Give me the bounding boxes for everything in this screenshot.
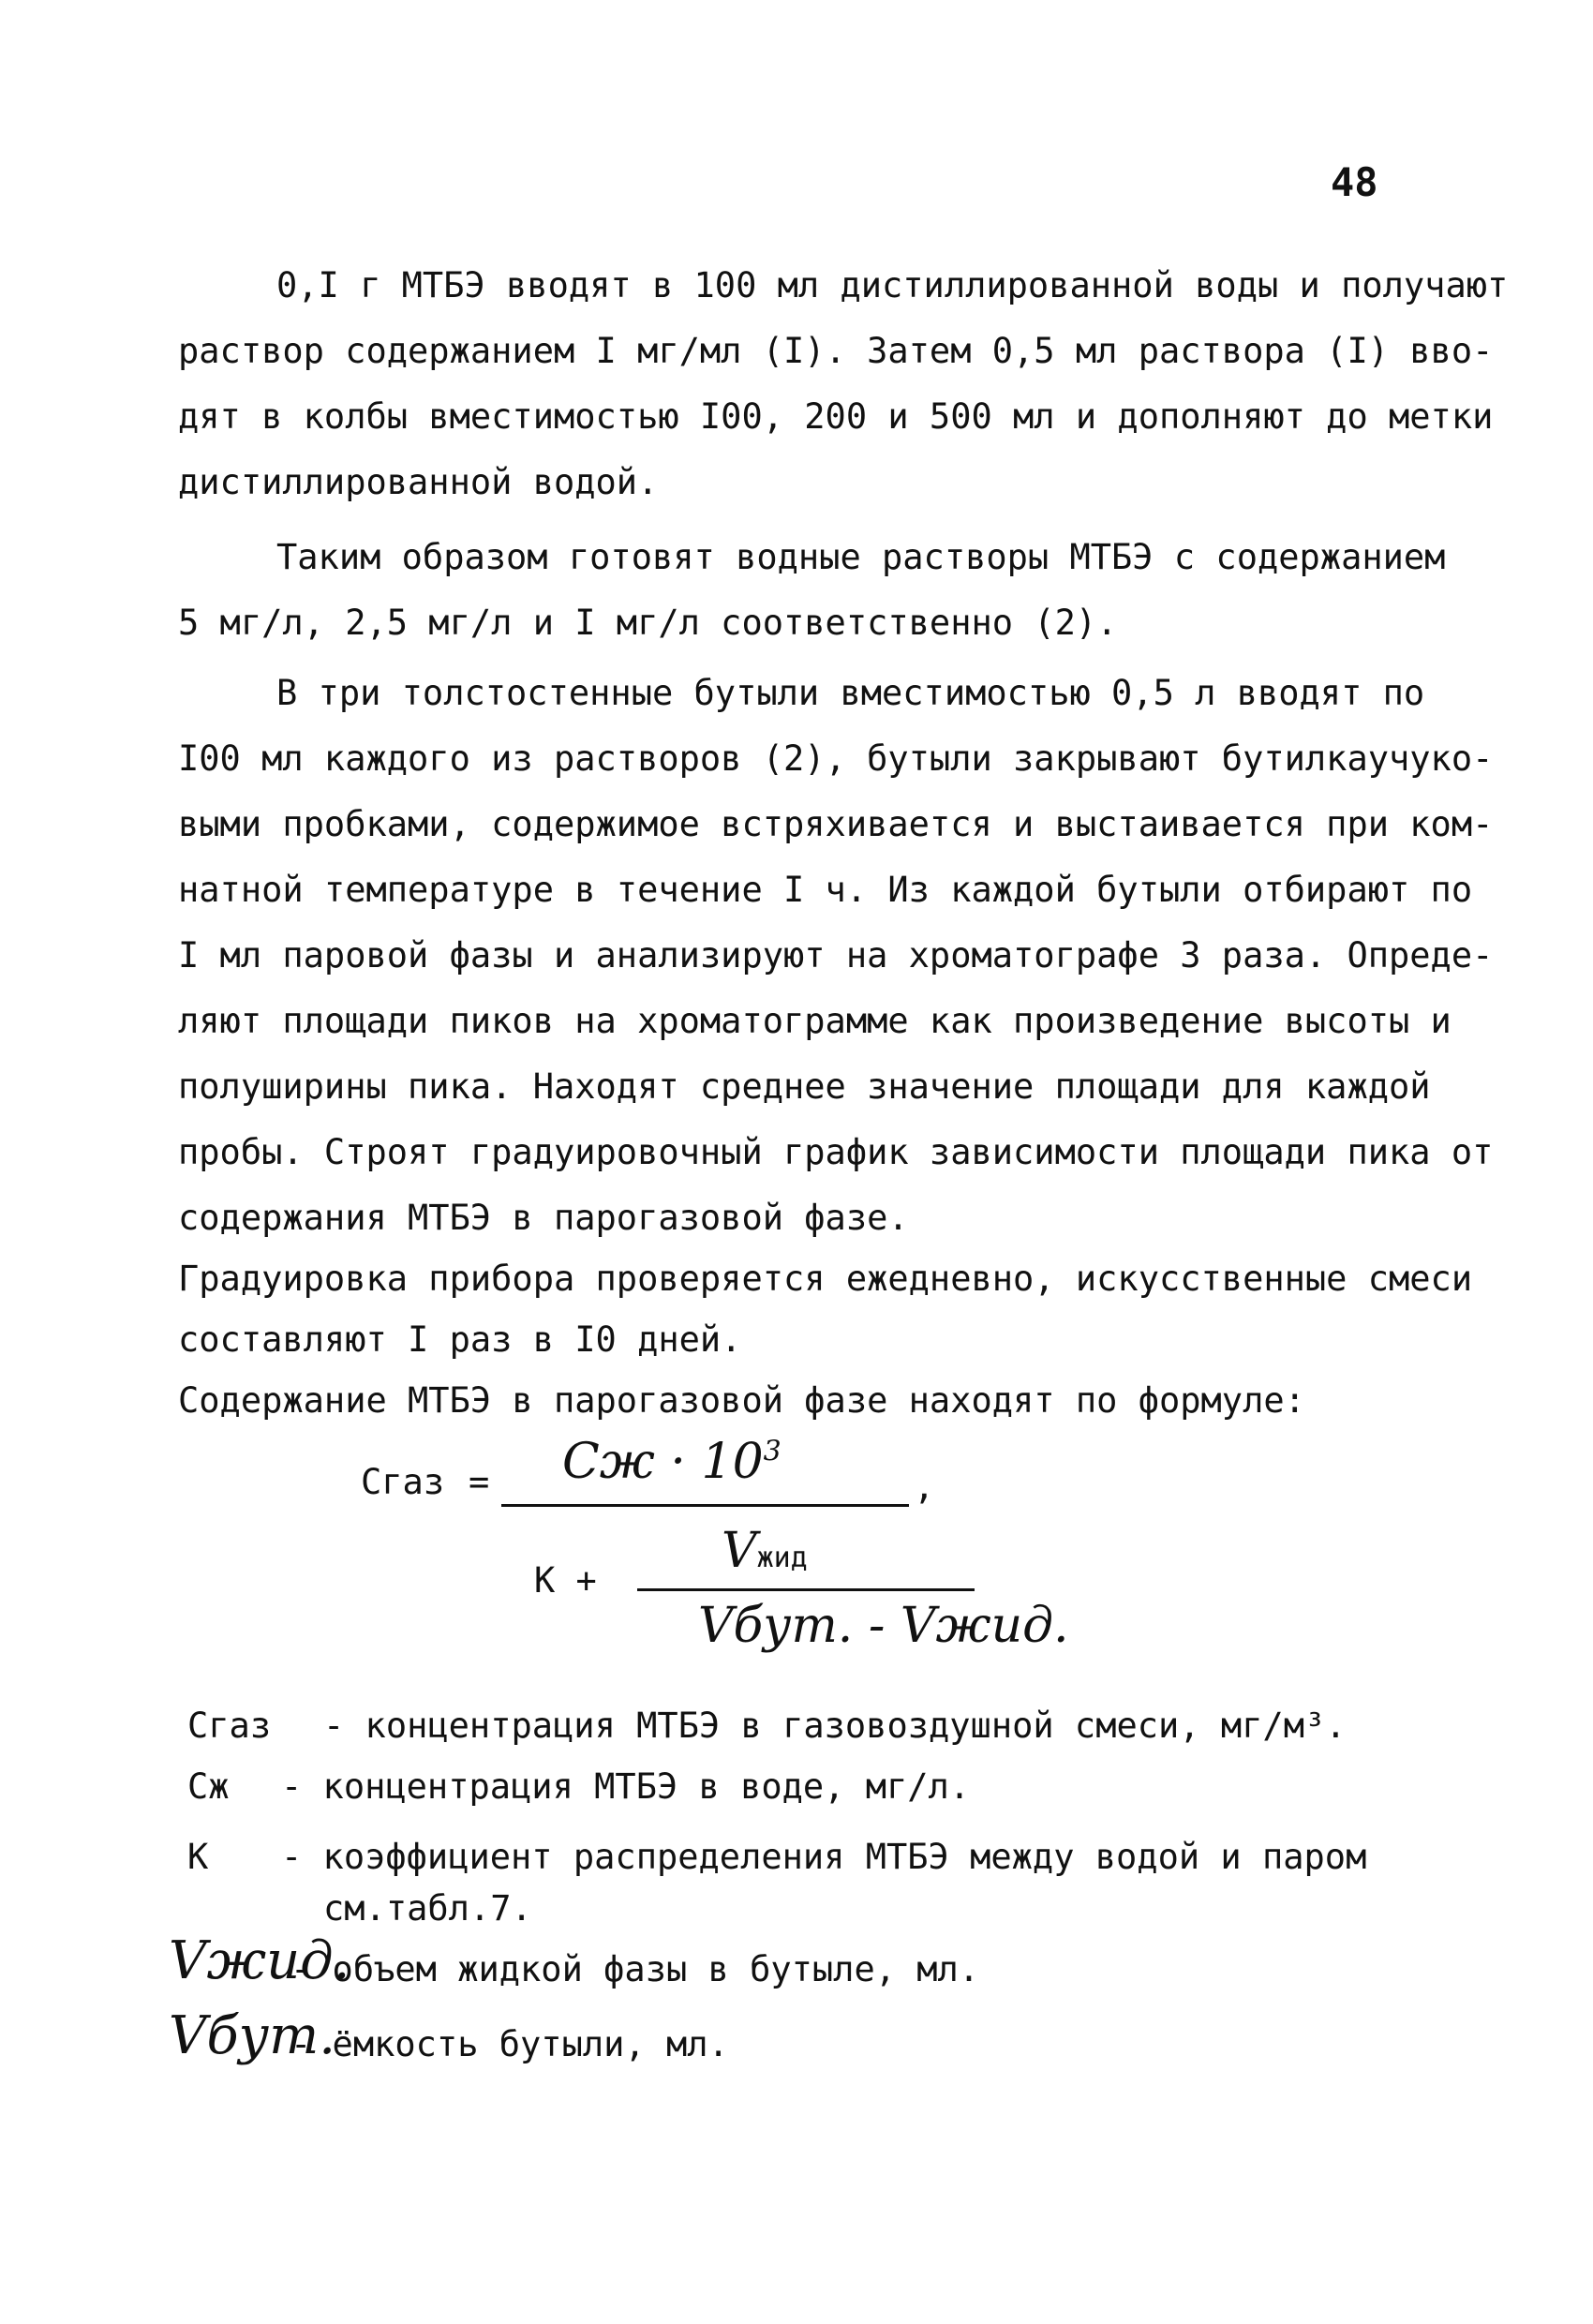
formula-sub-numerator: Vжид [722,1523,808,1579]
definition-symbol: Vбут. [169,2005,336,2066]
formula-lhs: Cгаз [361,1462,445,1502]
definition-text: - коэффициент распределения МТБЭ между водой и паром [281,1837,1367,1877]
text-line: раствор содержанием I мг/мл (I). Затем 0,5 мл раствора (I) вво- [178,331,1494,371]
text-line: 5 мг/л, 2,5 мг/л и I мг/л соответственно (2). [178,603,1118,643]
text-line: выми пробками, содержимое встряхивается и выстаивается при ком- [178,804,1494,844]
formula-sub-denominator: Vбут. - Vжид. [698,1598,1069,1654]
definition-symbol: Vжид. [169,1930,350,1991]
definition-symbol: Cж [187,1766,230,1807]
text-line: дят в колбы вместимостью I00, 200 и 500 мл и дополняют до метки [178,396,1494,437]
page-number: 48 [1331,159,1378,205]
text-line: дистиллированной водой. [178,462,659,502]
text-line: 0,I г МТБЭ вводят в 100 мл дистиллированной воды и получают [276,265,1509,305]
text-line: Таким образом готовят водные растворы МТБЭ с содержанием [276,537,1446,577]
definition-text: - концентрация МТБЭ в воде, мг/л. [281,1766,971,1807]
text-line: I00 мл каждого из растворов (2), бутыли закрывают бутилкаучуко- [178,738,1494,779]
text-line: ляют площади пиков на хроматограмме как произведение высоты и [178,1001,1452,1041]
text-line: В три толстостенные бутыли вместимостью 0,5 л вводят по [276,673,1425,713]
definition-symbol: K [187,1837,209,1877]
definition-text: - концентрация МТБЭ в газовоздушной смеси, мг/м³. [323,1706,1347,1746]
formula-intro: Содержание МТБЭ в парогазовой фазе находят по формуле: [178,1380,1305,1421]
formula-equals: = [469,1462,490,1502]
sub-fraction-bar [637,1588,975,1591]
definition-symbol: Cгаз [187,1706,272,1746]
definition-text-continuation: см.табл.7. [323,1888,532,1929]
definition-text: - объем жидкой фазы в бутыле, мл. [290,1949,980,1989]
text-line: Градуировка прибора проверяется ежедневно, искусственные смеси [178,1259,1473,1299]
formula-k-plus: K + [534,1560,597,1601]
text-line: содержания МТБЭ в парогазовой фазе. [178,1198,909,1238]
text-line: I мл паровой фазы и анализируют на хроматографе 3 раза. Опреде- [178,935,1494,976]
text-line: полуширины пика. Находят среднее значение площади для каждой [178,1066,1431,1107]
definition-text: - ёмкость бутыли, мл. [290,2024,729,2064]
formula-comma: , [914,1467,935,1507]
text-line: пробы. Строят градуировочный график зависимости площади пика от [178,1132,1494,1172]
text-line: натной температуре в течение I ч. Из каждой бутыли отбирают по [178,870,1473,910]
main-fraction-bar [501,1504,909,1507]
text-line: составляют I раз в I0 дней. [178,1319,742,1360]
formula-numerator: Cж · $10^3$ [562,1434,782,1490]
